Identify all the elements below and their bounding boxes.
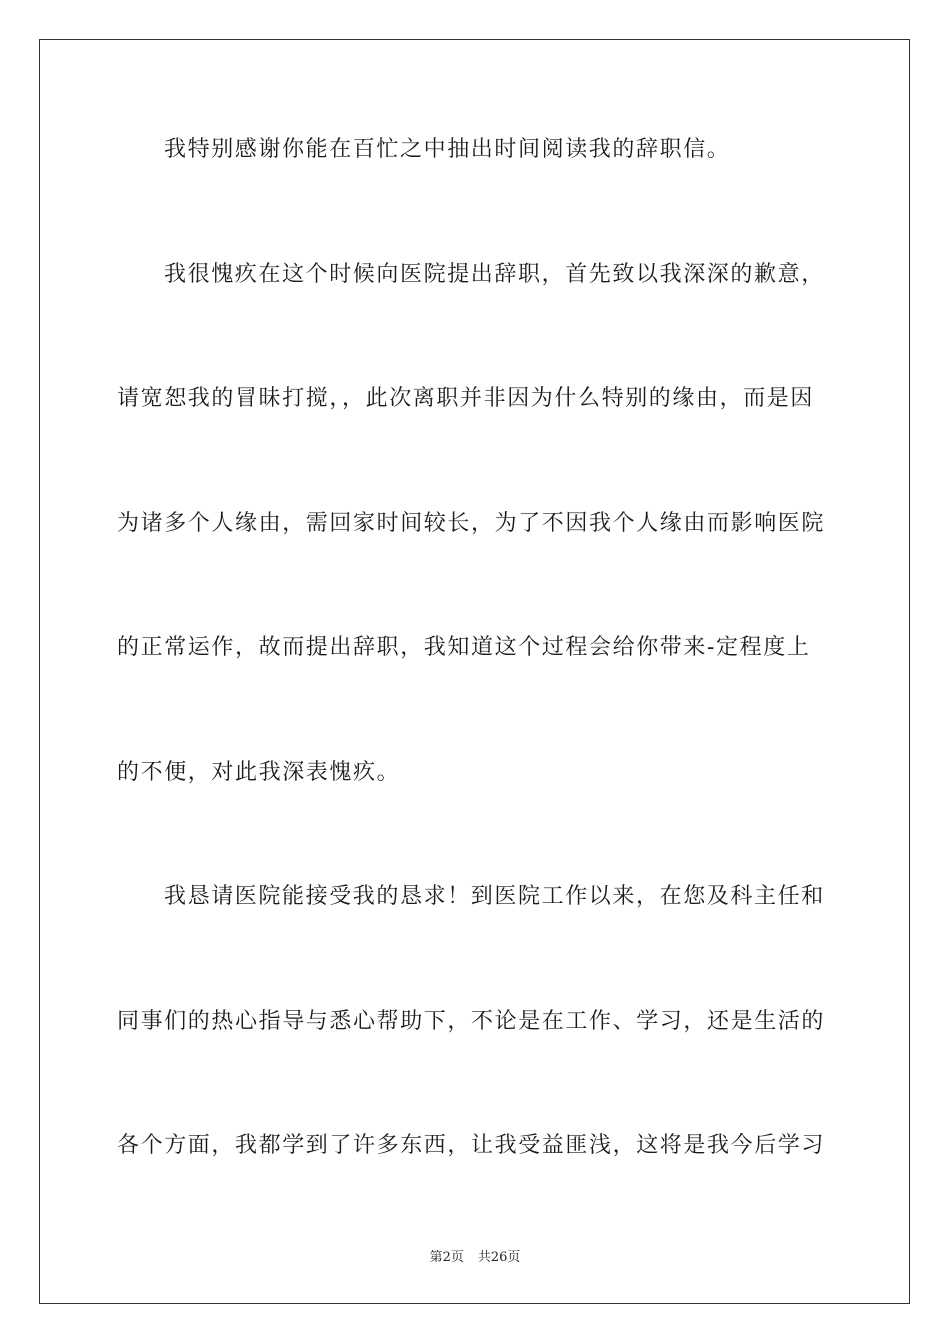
paragraph-line: 我很愧疚在这个时候向医院提出辞职，首先致以我深深的歉意， <box>164 262 825 287</box>
page-footer <box>0 1250 950 1266</box>
paragraph-line: 为诸多个人缘由，需回家时间较长，为了不因我个人缘由而影响医院 <box>117 511 826 536</box>
page-number: 第2页 <box>429 1250 464 1265</box>
paragraph-line: 同事们的热心指导与悉心帮助下，不论是在工作、学习，还是生活的 <box>117 1009 826 1034</box>
paragraph-line: 我恳请医院能接受我的恳求！到医院工作以来，在您及科主任和 <box>164 884 825 909</box>
paragraph-line: 请宽恕我的冒昧打搅，，此次离职并非因为什么特别的缘由，而是因 <box>117 386 815 411</box>
paragraph-line: 的不便，对此我深表愧疚。 <box>117 760 401 785</box>
paragraph-line: 我特别感谢你能在百忙之中抽出时间阅读我的辞职信。 <box>164 137 731 162</box>
page-total: 共26页 <box>477 1250 521 1265</box>
paragraph-line: 的正常运作，故而提出辞职，我知道这个过程会给你带来-定程度上 <box>117 635 811 660</box>
paragraph-line: 各个方面，我都学到了许多东西，让我受益匪浅，这将是我今后学习 <box>117 1133 826 1158</box>
page-border <box>39 39 910 1304</box>
